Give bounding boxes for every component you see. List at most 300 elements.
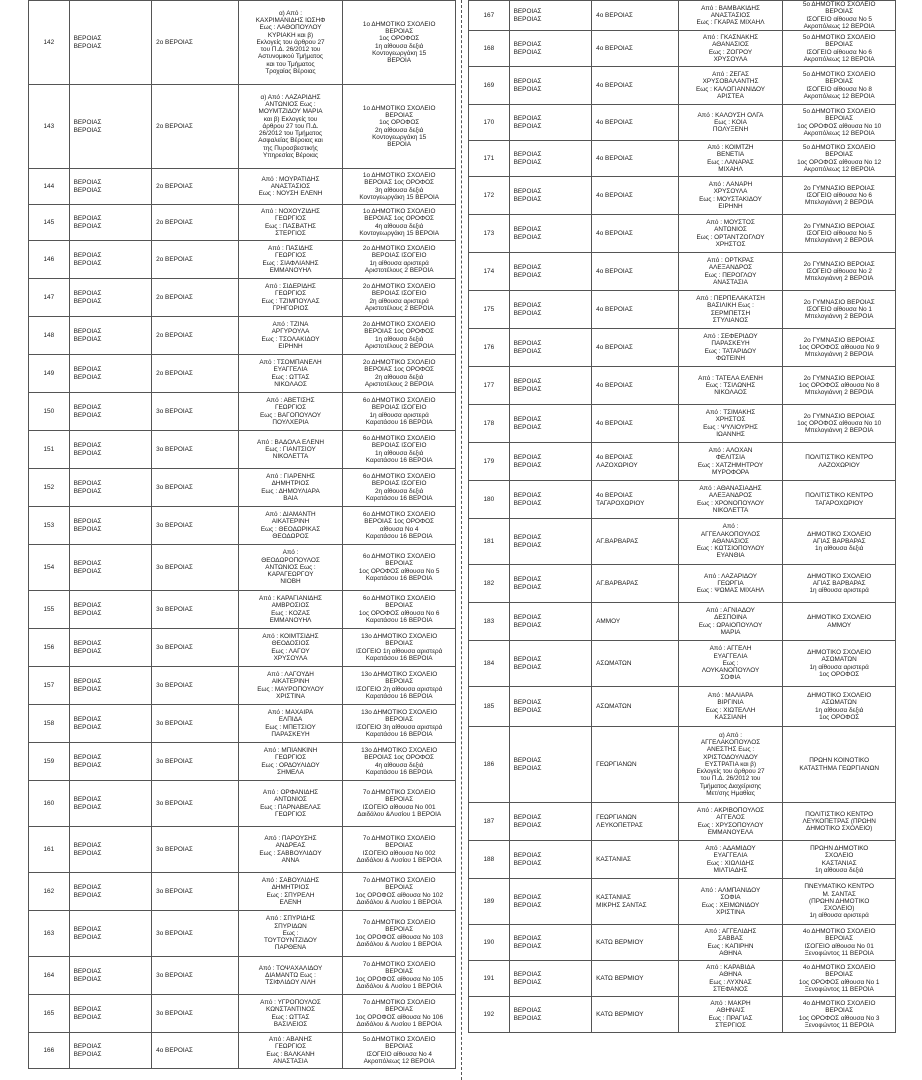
row-number: 175 xyxy=(469,291,510,329)
polling-station-cell: 5ο ΔΗΜΟΤΙΚΟ ΣΧΟΛΕΙΟ ΒΕΡΟΙΑΣ ΙΣΟΓΕΙΟ αίθουσα Νο 8 Ακροπόλεως 12 ΒΕΡΟΙΑ xyxy=(783,67,896,105)
district-cell: 3ο ΒΕΡΟΙΑΣ xyxy=(152,545,239,591)
voter-range-cell: Από : ΘΕΟΔΩΡΟΠΟΥΛΟΣ ΑΝΤΩΝΙΟΣ Εως : ΚΑΡΑΓΕΩΡΓΟΥ ΝΙΟΒΗ xyxy=(238,545,343,591)
voter-range-cell: Από : ΣΙΔΕΡΙΔΗΣ ΓΕΩΡΓΙΟΣ Εως : ΤΖΙΜΠΟΥΛΑΣ ΓΡΗΓΟΡΙΟΣ xyxy=(238,279,343,317)
voter-range-cell: Από : ΜΟΥΣΤΟΣ ΑΝΤΩΝΙΟΣ Εως : ΟΡΤΑΝΤΖΟΓΛΟΥ ΧΡΗΣΤΟΣ xyxy=(678,215,783,253)
district-cell: 4ο ΒΕΡΟΙΑΣ xyxy=(592,177,679,215)
municipality-cell: ΒΕΡΟΙΑΣ ΒΕΡΟΙΑΣ xyxy=(509,1,592,31)
row-number: 150 xyxy=(29,393,70,431)
polling-stations-table-right xyxy=(468,0,896,1033)
voter-range-cell: α) Από : ΛΑΖΑΡΙΔΗΣ ΑΝΤΩΝΙΟΣ Εως : ΜΟΥΜΤΖΙΔΟΥ ΜΑΡΙΑ και β) Εκλογείς του άρθρου 27 του Π.Δ. 26/2012 του Τμήματος Ασφαλείας Βέροιας και της Πυροσβεστικής Υπηρεσίας Βέροιας xyxy=(238,85,343,169)
voter-range-cell: Από : ΛΑΖΑΡΙΔΟΥ ΓΕΩΡΓΙΑ Εως : ΨΩΜΑΣ ΜΙΧΑΗΛ xyxy=(678,565,783,603)
district-cell: 3ο ΒΕΡΟΙΑΣ xyxy=(152,469,239,507)
row-number: 190 xyxy=(469,925,510,961)
municipality-cell: ΒΕΡΟΙΑΣ ΒΕΡΟΙΑΣ xyxy=(509,565,592,603)
row-number: 164 xyxy=(29,957,70,995)
table-row xyxy=(29,873,456,911)
municipality-cell: ΒΕΡΟΙΑΣ ΒΕΡΟΙΑΣ xyxy=(509,687,592,727)
polling-station-cell: ΔΗΜΟΤΙΚΟ ΣΧΟΛΕΙΟ ΑΓΙΑΣ ΒΑΡΒΑΡΑΣ 1η αίθουσα αριστερά xyxy=(783,565,896,603)
district-cell: 3ο ΒΕΡΟΙΑΣ xyxy=(152,827,239,873)
polling-station-cell: ΠΟΛΙΤΙΣΤΙΚΟ ΚΕΝΤΡΟ ΛΑΖΟΧΩΡΙΟΥ xyxy=(783,443,896,481)
municipality-cell: ΒΕΡΟΙΑΣ ΒΕΡΟΙΑΣ xyxy=(509,31,592,67)
district-cell: 2ο ΒΕΡΟΙΑΣ xyxy=(152,317,239,355)
district-cell: 2ο ΒΕΡΟΙΑΣ xyxy=(152,355,239,393)
municipality-cell: ΒΕΡΟΙΑΣ ΒΕΡΟΙΑΣ xyxy=(509,841,592,879)
municipality-cell: ΒΕΡΟΙΑΣ ΒΕΡΟΙΑΣ xyxy=(69,169,152,205)
row-number: 172 xyxy=(469,177,510,215)
district-cell: ΓΕΩΡΓΙΑΝΩΝ ΛΕΥΚΟΠΕΤΡΑΣ xyxy=(592,803,679,841)
row-number: 188 xyxy=(469,841,510,879)
row-number: 186 xyxy=(469,727,510,803)
voter-range-cell: Από : ΤΑΤΕΛΑ ΕΛΕΝΗ Εως : ΤΣΙΛΩΝΗΣ ΝΙΚΟΛΑΟΣ xyxy=(678,367,783,405)
table-row xyxy=(29,393,456,431)
right-table-panel xyxy=(468,0,896,1033)
polling-station-cell: ΠΡΩΗΝ ΔΗΜΟΤΙΚΟ ΣΧΟΛΕΙΟ ΚΑΣΤΑΝΙΑΣ 1η αίθουσα δεξιά xyxy=(783,841,896,879)
municipality-cell: ΒΕΡΟΙΑΣ ΒΕΡΟΙΑΣ xyxy=(509,367,592,405)
table-row xyxy=(469,215,896,253)
voter-range-cell: Από : ΖΕΓΑΣ ΧΡΥΣΟΒΑΛΑΝΤΗΣ Εως : ΚΑΛΟΓΙΑΝΝΙΔΟΥ ΑΡΙΣΤΕΑ xyxy=(678,67,783,105)
municipality-cell: ΒΕΡΟΙΑΣ ΒΕΡΟΙΑΣ xyxy=(69,507,152,545)
table-row xyxy=(469,925,896,961)
left-table-body xyxy=(29,1,456,1069)
row-number: 158 xyxy=(29,705,70,743)
voter-range-cell: Από : ΑΓΓΕΛΗ ΕΥΑΓΓΕΛΙΑ Εως : ΛΟΥΚΑΝΟΠΟΥΛΟΥ ΣΟΦΙΑ xyxy=(678,641,783,687)
polling-station-cell: 6ο ΔΗΜΟΤΙΚΟ ΣΧΟΛΕΙΟ ΒΕΡΟΙΑΣ 1ος ΟΡΟΦΟΣ αίθουσα Νο 5 Καρατάσου 16 ΒΕΡΟΙΑ xyxy=(343,545,456,591)
voter-range-cell: α) Από : ΑΓΓΕΛΑΚΟΠΟΥΛΟΣ ΑΝΕΣΤΗΣ Εως : ΧΡΙΣΤΟΔΟΥΛΙΔΟΥ ΕΥΣΤΡΑΤΙΑ και β) Εκλογείς του άρθρου 27 του Π.Δ. 26/2012 του Τμήματος Διαχείρισης Μετ/σης Ημαθίας xyxy=(678,727,783,803)
table-row xyxy=(29,1,456,85)
district-cell: 4ο ΒΕΡΟΙΑΣ ΤΑΓΑΡΟΧΩΡΙΟΥ xyxy=(592,481,679,519)
voter-range-cell: Από : ΣΑΒΟΥΛΙΔΗΣ ΔΗΜΗΤΡΙΟΣ Εως : ΣΠΥΡΕΛΗ ΕΛΕΝΗ xyxy=(238,873,343,911)
row-number: 154 xyxy=(29,545,70,591)
table-row xyxy=(29,1033,456,1069)
table-row xyxy=(29,205,456,241)
voter-range-cell: Από : ΒΑΔΟΛΑ ΕΛΕΝΗ Εως : ΓΙΑΝΤΣΙΟΥ ΝΙΚΟΛΕΤΤΑ xyxy=(238,431,343,469)
municipality-cell: ΒΕΡΟΙΑΣ ΒΕΡΟΙΑΣ xyxy=(69,629,152,667)
table-row xyxy=(469,481,896,519)
municipality-cell: ΒΕΡΟΙΑΣ ΒΕΡΟΙΑΣ xyxy=(69,667,152,705)
row-number: 174 xyxy=(469,253,510,291)
table-row xyxy=(469,997,896,1033)
district-cell: 3ο ΒΕΡΟΙΑΣ xyxy=(152,591,239,629)
voter-range-cell: Από : ΤΣΙΜΑΚΗΣ ΧΡΗΣΤΟΣ Εως : ΨΥΛΙΟΥΡΗΣ ΙΩΑΝΝΗΣ xyxy=(678,405,783,443)
municipality-cell: ΒΕΡΟΙΑΣ ΒΕΡΟΙΑΣ xyxy=(69,705,152,743)
polling-station-cell: 13ο ΔΗΜΟΤΙΚΟ ΣΧΟΛΕΙΟ ΒΕΡΟΙΑΣ ΙΣΟΓΕΙΟ 1η αίθουσα αριστερά Καρατάσου 16 ΒΕΡΟΙΑ xyxy=(343,629,456,667)
polling-station-cell: 6ο ΔΗΜΟΤΙΚΟ ΣΧΟΛΕΙΟ ΒΕΡΟΙΑΣ 1ος ΟΡΟΦΟΣ αίθουσα Νο 6 Καρατάσου 16 ΒΕΡΟΙΑ xyxy=(343,591,456,629)
polling-station-cell: 7ο ΔΗΜΟΤΙΚΟ ΣΧΟΛΕΙΟ ΒΕΡΟΙΑΣ ΙΣΟΓΕΙΟ αίθουσα Νο 002 Δαιδάλου & Λυσίου 1 ΒΕΡΟΙΑ xyxy=(343,827,456,873)
polling-station-cell: ΔΗΜΟΤΙΚΟ ΣΧΟΛΕΙΟ ΑΣΩΜΑΤΩΝ 1η αίθουσα αριστερά 1ος ΟΡΟΦΟΣ xyxy=(783,641,896,687)
polling-station-cell: 2ο ΓΥΜΝΑΣΙΟ ΒΕΡΟΙΑΣ 1ος ΟΡΟΦΟΣ αίθουσα Νο 10 Μπελογιάννη 2 ΒΕΡΟΙΑ xyxy=(783,405,896,443)
row-number: 189 xyxy=(469,879,510,925)
voter-range-cell: Από : ΑΓΓΕΛΑΚΟΠΟΥΛΟΣ ΑΘΑΝΑΣΙΟΣ Εως : ΚΩΤΣΙΟΠΟΥΛΟΥ ΕΥΑΝΘΙΑ xyxy=(678,519,783,565)
row-number: 180 xyxy=(469,481,510,519)
voter-range-cell: Από : ΚΑΡΑΓΙΑΝΙΔΗΣ ΑΜΒΡΟΣΙΟΣ Εως : ΚΟΖΑΣ ΕΜΜΑΝΟΥΗΛ xyxy=(238,591,343,629)
table-row xyxy=(29,279,456,317)
table-row xyxy=(469,367,896,405)
table-row xyxy=(29,169,456,205)
row-number: 179 xyxy=(469,443,510,481)
polling-station-cell: 1ο ΔΗΜΟΤΙΚΟ ΣΧΟΛΕΙΟ ΒΕΡΟΙΑΣ 1ος ΟΡΟΦΟΣ 2η αίθουσα δεξιά Κοντογεωργάκη 15 ΒΕΡΟΙΑ xyxy=(343,85,456,169)
polling-station-cell: 1ο ΔΗΜΟΤΙΚΟ ΣΧΟΛΕΙΟ ΒΕΡΟΙΑΣ 1ος ΟΡΟΦΟΣ 4η αίθουσα δεξιά Κοντογεωργάκη 15 ΒΕΡΟΙΑ xyxy=(343,205,456,241)
district-cell: 4ο ΒΕΡΟΙΑΣ xyxy=(592,31,679,67)
polling-station-cell: 13ο ΔΗΜΟΤΙΚΟ ΣΧΟΛΕΙΟ ΒΕΡΟΙΑΣ ΙΣΟΓΕΙΟ 3η αίθουσα αριστερά Καρατάσου 16 ΒΕΡΟΙΑ xyxy=(343,705,456,743)
municipality-cell: ΒΕΡΟΙΑΣ ΒΕΡΟΙΑΣ xyxy=(509,481,592,519)
district-cell: 4ο ΒΕΡΟΙΑΣ xyxy=(592,291,679,329)
district-cell: 2ο ΒΕΡΟΙΑΣ xyxy=(152,241,239,279)
row-number: 153 xyxy=(29,507,70,545)
row-number: 176 xyxy=(469,329,510,367)
row-number: 182 xyxy=(469,565,510,603)
table-row xyxy=(29,705,456,743)
row-number: 185 xyxy=(469,687,510,727)
row-number: 147 xyxy=(29,279,70,317)
district-cell: 3ο ΒΕΡΟΙΑΣ xyxy=(152,911,239,957)
voter-range-cell: Από : ΝΟΧΟΥΖΙΔΗΣ ΓΕΩΡΓΙΟΣ Εως : ΠΑΣΒΑΤΗΣ ΣΤΕΡΓΙΟΣ xyxy=(238,205,343,241)
district-cell: 3ο ΒΕΡΟΙΑΣ xyxy=(152,629,239,667)
polling-station-cell: 2ο ΓΥΜΝΑΣΙΟ ΒΕΡΟΙΑΣ 1ος ΟΡΟΦΟΣ αίθουσα Νο 8 Μπελογιάννη 2 ΒΕΡΟΙΑ xyxy=(783,367,896,405)
right-table-body xyxy=(469,1,896,1033)
polling-station-cell: 5ο ΔΗΜΟΤΙΚΟ ΣΧΟΛΕΙΟ ΒΕΡΟΙΑΣ 1ος ΟΡΟΦΟΣ αίθουσα Νο 10 Ακροπόλεως 12 ΒΕΡΟΙΑ xyxy=(783,105,896,141)
district-cell: ΚΑΤΩ ΒΕΡΜΙΟΥ xyxy=(592,961,679,997)
municipality-cell: ΒΕΡΟΙΑΣ ΒΕΡΟΙΑΣ xyxy=(509,67,592,105)
voter-range-cell: Από : ΟΡΦΑΝΙΔΗΣ ΑΝΤΩΝΙΟΣ Εως : ΠΑΡΝΑΒΕΛΑΣ ΓΕΩΡΓΙΟΣ xyxy=(238,781,343,827)
polling-station-cell: 4ο ΔΗΜΟΤΙΚΟ ΣΧΟΛΕΙΟ ΒΕΡΟΙΑΣ 1ος ΟΡΟΦΟΣ αίθουσα Νο 3 Ξενοφώντος 11 ΒΕΡΟΙΑ xyxy=(783,997,896,1033)
voter-range-cell: Από : ΚΑΛΟΥΣΗ ΟΛΓΑ Εως : ΚΟΙΑ ΠΟΛΥΞΕΝΗ xyxy=(678,105,783,141)
row-number: 143 xyxy=(29,85,70,169)
district-cell: 4ο ΒΕΡΟΙΑΣ xyxy=(592,253,679,291)
table-row xyxy=(469,603,896,641)
row-number: 144 xyxy=(29,169,70,205)
municipality-cell: ΒΕΡΟΙΑΣ ΒΕΡΟΙΑΣ xyxy=(509,961,592,997)
row-number: 168 xyxy=(469,31,510,67)
table-row xyxy=(29,911,456,957)
row-number: 152 xyxy=(29,469,70,507)
voter-range-cell: Από : ΜΠΙΑΝΚΙΝΗ ΓΕΩΡΓΙΟΣ Εως : ΟΡΔΟΥΛΙΔΟΥ ΣΗΜΕΛΑ xyxy=(238,743,343,781)
table-row xyxy=(469,31,896,67)
polling-station-cell: ΠΡΩΗΝ ΚΟΙΝΟΤΙΚΟ ΚΑΤΑΣΤΗΜΑ ΓΕΩΡΓΙΑΝΩΝ xyxy=(783,727,896,803)
polling-station-cell: 4ο ΔΗΜΟΤΙΚΟ ΣΧΟΛΕΙΟ ΒΕΡΟΙΑΣ 1ος ΟΡΟΦΟΣ αίθουσα Νο 1 Ξενοφώντος 11 ΒΕΡΟΙΑ xyxy=(783,961,896,997)
district-cell: ΚΑΤΩ ΒΕΡΜΙΟΥ xyxy=(592,997,679,1033)
table-row xyxy=(29,827,456,873)
voter-range-cell: Από : ΛΑΝΑΡΗ ΧΡΥΣΟΥΛΑ Εως : ΜΟΥΣΤΑΚΙΔΟΥ ΕΙΡΗΝΗ xyxy=(678,177,783,215)
district-cell: 2ο ΒΕΡΟΙΑΣ xyxy=(152,279,239,317)
municipality-cell: ΒΕΡΟΙΑΣ ΒΕΡΟΙΑΣ xyxy=(69,995,152,1033)
table-row xyxy=(469,141,896,177)
polling-station-cell: ΠΟΛΙΤΙΣΤΙΚΟ ΚΕΝΤΡΟ ΛΕΥΚΟΠΕΤΡΑΣ (ΠΡΩΗΝ ΔΗΜΟΤΙΚΟ ΣΧΟΛΕΙΟ) xyxy=(783,803,896,841)
table-row xyxy=(469,641,896,687)
voter-range-cell: Από : ΜΑΧΑΙΡΑ ΕΛΠΙΔΑ Εως : ΜΠΕΤΣΙΟΥ ΠΑΡΑΣΚΕΥΗ xyxy=(238,705,343,743)
table-row xyxy=(29,317,456,355)
row-number: 156 xyxy=(29,629,70,667)
district-cell: ΚΑΤΩ ΒΕΡΜΙΟΥ xyxy=(592,925,679,961)
table-row xyxy=(469,565,896,603)
row-number: 142 xyxy=(29,1,70,85)
municipality-cell: ΒΕΡΟΙΑΣ ΒΕΡΟΙΑΣ xyxy=(509,329,592,367)
table-row xyxy=(29,469,456,507)
row-number: 169 xyxy=(469,67,510,105)
polling-station-cell: 1ο ΔΗΜΟΤΙΚΟ ΣΧΟΛΕΙΟ ΒΕΡΟΙΑΣ 1ος ΟΡΟΦΟΣ 3η αίθουσα δεξιά Κοντογεωργάκη 15 ΒΕΡΟΙΑ xyxy=(343,169,456,205)
municipality-cell: ΒΕΡΟΙΑΣ ΒΕΡΟΙΑΣ xyxy=(509,443,592,481)
row-number: 161 xyxy=(29,827,70,873)
polling-stations-table-left xyxy=(28,0,456,1069)
polling-station-cell: 7ο ΔΗΜΟΤΙΚΟ ΣΧΟΛΕΙΟ ΒΕΡΟΙΑΣ 1ος ΟΡΟΦΟΣ αίθουσα Νο 102 Δαιδάλου & Λυσίου 1 ΒΕΡΟΙΑ xyxy=(343,873,456,911)
voter-range-cell: Από : ΑΒΑΝΗΣ ΓΕΩΡΓΙΟΣ Εως : ΒΑΛΚΑΝΗ ΑΝΑΣΤΑΣΙΑ xyxy=(238,1033,343,1069)
polling-station-cell: 6ο ΔΗΜΟΤΙΚΟ ΣΧΟΛΕΙΟ ΒΕΡΟΙΑΣ ΙΣΟΓΕΙΟ 1η αίθουσα αριστερά Καρατάσου 16 ΒΕΡΟΙΑ xyxy=(343,393,456,431)
voter-range-cell: Από : ΠΕΡΠΕΛΑΚΑΤΣΗ ΒΑΣΙΛΙΚΗ Εως : ΣΕΡΜΠΕΤΣΗ ΣΤΥΛΙΑΝΟΣ xyxy=(678,291,783,329)
row-number: 155 xyxy=(29,591,70,629)
municipality-cell: ΒΕΡΟΙΑΣ ΒΕΡΟΙΑΣ xyxy=(509,141,592,177)
voter-range-cell: Από : ΓΙΑΡΕΝΗΣ ΔΗΜΗΤΡΙΟΣ Εως : ΔΗΜΟΥΛΙΑΡΑ ΒΑΙΑ xyxy=(238,469,343,507)
voter-range-cell: Από : ΤΣΟΜΠΑΝΕΛΗ ΕΥΑΓΓΕΛΙΑ Εως : ΩΤΤΑΣ ΝΙΚΟΛΑΟΣ xyxy=(238,355,343,393)
voter-range-cell: Από : ΣΠΥΡΙΔΗΣ ΣΠΥΡΙΔΩΝ Εως : ΤΟΥΤΟΥΝΤΖΙΔΟΥ ΠΑΡΘΕΝΑ xyxy=(238,911,343,957)
polling-station-cell: 13ο ΔΗΜΟΤΙΚΟ ΣΧΟΛΕΙΟ ΒΕΡΟΙΑΣ 1ος ΟΡΟΦΟΣ 4η αίθουσα δεξιά Καρατάσου 16 ΒΕΡΟΙΑ xyxy=(343,743,456,781)
polling-station-cell: ΔΗΜΟΤΙΚΟ ΣΧΟΛΕΙΟ ΑΜΜΟΥ xyxy=(783,603,896,641)
district-cell: ΑΜΜΟΥ xyxy=(592,603,679,641)
row-number: 146 xyxy=(29,241,70,279)
municipality-cell: ΒΕΡΟΙΑΣ ΒΕΡΟΙΑΣ xyxy=(509,727,592,803)
district-cell: 4ο ΒΕΡΟΙΑΣ xyxy=(592,215,679,253)
municipality-cell: ΒΕΡΟΙΑΣ ΒΕΡΟΙΑΣ xyxy=(69,591,152,629)
polling-station-cell: ΔΗΜΟΤΙΚΟ ΣΧΟΛΕΙΟ ΑΣΩΜΑΤΩΝ 1η αίθουσα δεξιά 1ος ΟΡΟΦΟΣ xyxy=(783,687,896,727)
municipality-cell: ΒΕΡΟΙΑΣ ΒΕΡΟΙΑΣ xyxy=(69,355,152,393)
voter-range-cell: Από : ΚΟΙΜΤΣΙΔΗΣ ΘΕΟΔΟΣΙΟΣ Εως : ΛΑΓΟΥ ΧΡΥΣΟΥΛΑ xyxy=(238,629,343,667)
row-number: 148 xyxy=(29,317,70,355)
row-number: 149 xyxy=(29,355,70,393)
voter-range-cell: Από : ΠΑΡΟΥΣΗΣ ΑΝΔΡΕΑΣ Εως : ΣΑΒΒΟΥΛΙΔΟΥ ΑΝΝΑ xyxy=(238,827,343,873)
polling-station-cell: 2ο ΓΥΜΝΑΣΙΟ ΒΕΡΟΙΑΣ ΙΣΟΓΕΙΟ αίθουσα Νο 2 Μπελογιάννη 2 ΒΕΡΟΙΑ xyxy=(783,253,896,291)
table-row xyxy=(29,545,456,591)
row-number: 177 xyxy=(469,367,510,405)
municipality-cell: ΒΕΡΟΙΑΣ ΒΕΡΟΙΑΣ xyxy=(69,279,152,317)
municipality-cell: ΒΕΡΟΙΑΣ ΒΕΡΟΙΑΣ xyxy=(69,1,152,85)
table-row xyxy=(29,743,456,781)
district-cell: 4ο ΒΕΡΟΙΑΣ ΛΑΖΟΧΩΡΙΟΥ xyxy=(592,443,679,481)
polling-station-cell: 7ο ΔΗΜΟΤΙΚΟ ΣΧΟΛΕΙΟ ΒΕΡΟΙΑΣ 1ος ΟΡΟΦΟΣ αίθουσα Νο 106 Δαιδάλου & Λυσίου 1 ΒΕΡΟΙΑ xyxy=(343,995,456,1033)
polling-station-cell: 5ο ΔΗΜΟΤΙΚΟ ΣΧΟΛΕΙΟ ΒΕΡΟΙΑΣ 1ος ΟΡΟΦΟΣ αίθουσα Νο 12 Ακροπόλεως 12 ΒΕΡΟΙΑ xyxy=(783,141,896,177)
municipality-cell: ΒΕΡΟΙΑΣ ΒΕΡΟΙΑΣ xyxy=(509,641,592,687)
municipality-cell: ΒΕΡΟΙΑΣ ΒΕΡΟΙΑΣ xyxy=(509,291,592,329)
row-number: 159 xyxy=(29,743,70,781)
table-row xyxy=(469,105,896,141)
row-number: 162 xyxy=(29,873,70,911)
table-row xyxy=(469,291,896,329)
voter-range-cell: Από : ΓΚΑΣΝΑΚΗΣ ΑΘΑΝΑΣΙΟΣ Εως : ΖΟΓΡΟΥ ΧΡΥΣΟΥΛΑ xyxy=(678,31,783,67)
municipality-cell: ΒΕΡΟΙΑΣ ΒΕΡΟΙΑΣ xyxy=(509,177,592,215)
polling-station-cell: 4ο ΔΗΜΟΤΙΚΟ ΣΧΟΛΕΙΟ ΒΕΡΟΙΑΣ ΙΣΟΓΕΙΟ αίθουσα Νο 01 Ξενοφώντος 11 ΒΕΡΟΙΑ xyxy=(783,925,896,961)
table-row xyxy=(469,443,896,481)
left-table-panel xyxy=(28,0,456,1069)
polling-station-cell: 6ο ΔΗΜΟΤΙΚΟ ΣΧΟΛΕΙΟ ΒΕΡΟΙΑΣ ΙΣΟΓΕΙΟ 1η αίθουσα δεξιά Καρατάσου 16 ΒΕΡΟΙΑ xyxy=(343,431,456,469)
district-cell: 4ο ΒΕΡΟΙΑΣ xyxy=(592,141,679,177)
voter-range-cell: Από : ΟΡΤΚΡΑΣ ΑΛΕΞΑΝΔΡΟΣ Εως : ΠΕΡΟΓΛΟΥ ΑΝΑΣΤΑΣΙΑ xyxy=(678,253,783,291)
voter-range-cell: Από : ΑΛΟΧΑΝ ΦΕΛΙΤΣΙΑ Εως : ΧΑΤΖΗΜΗΤΡΟΥ ΜΥΡΟΦΟΡΑ xyxy=(678,443,783,481)
polling-station-cell: 2ο ΓΥΜΝΑΣΙΟ ΒΕΡΟΙΑΣ ΙΣΟΓΕΙΟ αίθουσα Νο 6 Μπελογιάννη 2 ΒΕΡΟΙΑ xyxy=(783,177,896,215)
district-cell: 2ο ΒΕΡΟΙΑΣ xyxy=(152,169,239,205)
table-row xyxy=(29,591,456,629)
table-row xyxy=(469,253,896,291)
table-row xyxy=(29,995,456,1033)
district-cell: 4ο ΒΕΡΟΙΑΣ xyxy=(592,1,679,31)
voter-range-cell: Από : ΜΑΛΙΑΡΑ ΒΙΡΓΙΝΙΑ Εως : ΧΙΩΤΕΛΛΗ ΚΑΣΣΙΑΝΗ xyxy=(678,687,783,727)
district-cell: 2ο ΒΕΡΟΙΑΣ xyxy=(152,1,239,85)
district-cell: 3ο ΒΕΡΟΙΑΣ xyxy=(152,873,239,911)
table-row xyxy=(469,405,896,443)
municipality-cell: ΒΕΡΟΙΑΣ ΒΕΡΟΙΑΣ xyxy=(509,879,592,925)
voter-range-cell: Από : ΑΔΑΜΙΔΟΥ ΕΥΑΓΓΕΛΙΑ Εως : ΧΙΩΛΙΔΗΣ ΜΙΛΤΙΑΔΗΣ xyxy=(678,841,783,879)
municipality-cell: ΒΕΡΟΙΑΣ ΒΕΡΟΙΑΣ xyxy=(69,241,152,279)
municipality-cell: ΒΕΡΟΙΑΣ ΒΕΡΟΙΑΣ xyxy=(69,85,152,169)
municipality-cell: ΒΕΡΟΙΑΣ ΒΕΡΟΙΑΣ xyxy=(509,603,592,641)
district-cell: 3ο ΒΕΡΟΙΑΣ xyxy=(152,393,239,431)
row-number: 192 xyxy=(469,997,510,1033)
district-cell: 4ο ΒΕΡΟΙΑΣ xyxy=(592,405,679,443)
district-cell: ΑΣΩΜΑΤΩΝ xyxy=(592,641,679,687)
municipality-cell: ΒΕΡΟΙΑΣ ΒΕΡΟΙΑΣ xyxy=(69,205,152,241)
polling-station-cell: ΠΝΕΥΜΑΤΙΚΟ ΚΕΝΤΡΟ Μ. ΣΑΝΤΑΣ (ΠΡΩΗΝ ΔΗΜΟΤΙΚΟ ΣΧΟΛΕΙΟ) 1η αίθουσα αριστερά xyxy=(783,879,896,925)
voter-range-cell: Από : ΚΑΡΑΒΙΔΑ ΑΘΗΝΑ Εως : ΛΥΧΝΑΣ ΣΤΕΦΑΝΟΣ xyxy=(678,961,783,997)
municipality-cell: ΒΕΡΟΙΑΣ ΒΕΡΟΙΑΣ xyxy=(509,215,592,253)
district-cell: ΓΕΩΡΓΙΑΝΩΝ xyxy=(592,727,679,803)
district-cell: ΑΣΩΜΑΤΩΝ xyxy=(592,687,679,727)
voter-range-cell: Από : ΛΑΓΟΥΔΗ ΑΙΚΑΤΕΡΙΝΗ Εως : ΜΑΥΡΟΠΟΥΛΟΥ ΧΡΙΣΤΙΝΑ xyxy=(238,667,343,705)
voter-range-cell: Από : ΔΙΑΜΑΝΤΗ ΑΙΚΑΤΕΡΙΝΗ Εως : ΘΕΟΔΩΡΙΚΑΣ ΘΕΟΔΩΡΟΣ xyxy=(238,507,343,545)
district-cell: 3ο ΒΕΡΟΙΑΣ xyxy=(152,781,239,827)
polling-station-cell: 2ο ΔΗΜΟΤΙΚΟ ΣΧΟΛΕΙΟ ΒΕΡΟΙΑΣ 1ος ΟΡΟΦΟΣ 2η αίθουσα δεξιά Αριστοτέλους 2 ΒΕΡΟΙΑ xyxy=(343,355,456,393)
district-cell: 2ο ΒΕΡΟΙΑΣ xyxy=(152,205,239,241)
voter-range-cell: Από : ΜΟΥΡΑΤΙΔΗΣ ΑΝΑΣΤΑΣΙΟΣ Εως : ΝΟΥΣΗ ΕΛΕΝΗ xyxy=(238,169,343,205)
municipality-cell: ΒΕΡΟΙΑΣ ΒΕΡΟΙΑΣ xyxy=(69,781,152,827)
municipality-cell: ΒΕΡΟΙΑΣ ΒΕΡΟΙΑΣ xyxy=(509,253,592,291)
polling-station-cell: 7ο ΔΗΜΟΤΙΚΟ ΣΧΟΛΕΙΟ ΒΕΡΟΙΑΣ 1ος ΟΡΟΦΟΣ αίθουσα Νο 103 Δαιδάλου & Λυσίου 1 ΒΕΡΟΙΑ xyxy=(343,911,456,957)
row-number: 171 xyxy=(469,141,510,177)
polling-station-cell: 5ο ΔΗΜΟΤΙΚΟ ΣΧΟΛΕΙΟ ΒΕΡΟΙΑΣ ΙΣΟΓΕΙΟ αίθουσα Νο 5 Ακροπόλεως 12 ΒΕΡΟΙΑ xyxy=(783,1,896,31)
table-row xyxy=(29,957,456,995)
table-row xyxy=(29,431,456,469)
district-cell: 3ο ΒΕΡΟΙΑΣ xyxy=(152,431,239,469)
polling-station-cell: 2ο ΔΗΜΟΤΙΚΟ ΣΧΟΛΕΙΟ ΒΕΡΟΙΑΣ ΙΣΟΓΕΙΟ 2η αίθουσα αριστερά Αριστοτέλους 2 ΒΕΡΟΙΑ xyxy=(343,279,456,317)
municipality-cell: ΒΕΡΟΙΑΣ ΒΕΡΟΙΑΣ xyxy=(509,925,592,961)
row-number: 178 xyxy=(469,405,510,443)
voter-range-cell: Από : ΑΘΑΝΑΣΙΑΔΗΣ ΑΛΕΞΑΝΔΡΟΣ Εως : ΧΡΟΝΟΠΟΥΛΟΥ ΝΙΚΟΛΕΤΤΑ xyxy=(678,481,783,519)
row-number: 165 xyxy=(29,995,70,1033)
district-cell: ΚΑΣΤΑΝΙΑΣ ΜΙΚΡΗΣ ΣΑΝΤΑΣ xyxy=(592,879,679,925)
district-cell: 3ο ΒΕΡΟΙΑΣ xyxy=(152,743,239,781)
polling-station-cell: ΔΗΜΟΤΙΚΟ ΣΧΟΛΕΙΟ ΑΓΙΑΣ ΒΑΡΒΑΡΑΣ 1η αίθουσα δεξιά xyxy=(783,519,896,565)
municipality-cell: ΒΕΡΟΙΑΣ ΒΕΡΟΙΑΣ xyxy=(69,911,152,957)
district-cell: 3ο ΒΕΡΟΙΑΣ xyxy=(152,957,239,995)
voter-range-cell: Από : ΚΟΙΜΤΖΗ ΒΕΝΕΤΙΑ Εως : ΛΑΝΑΡΑΣ ΜΙΧΑΗΛ xyxy=(678,141,783,177)
municipality-cell: ΒΕΡΟΙΑΣ ΒΕΡΟΙΑΣ xyxy=(509,405,592,443)
polling-station-cell: 5ο ΔΗΜΟΤΙΚΟ ΣΧΟΛΕΙΟ ΒΕΡΟΙΑΣ ΙΣΟΓΕΙΟ αίθουσα Νο 4 Ακροπόλεως 12 ΒΕΡΟΙΑ xyxy=(343,1033,456,1069)
polling-station-cell: 2ο ΔΗΜΟΤΙΚΟ ΣΧΟΛΕΙΟ ΒΕΡΟΙΑΣ 1ος ΟΡΟΦΟΣ 1η αίθουσα δεξιά Αριστοτέλους 2 ΒΕΡΟΙΑ xyxy=(343,317,456,355)
voter-range-cell: Από : ΒΑΜΒΑΚΙΔΗΣ ΑΝΑΣΤΑΣΙΟΣ Εως : ΓΚΑΡΑΣ ΜΙΧΑΗΛ xyxy=(678,1,783,31)
table-row xyxy=(469,329,896,367)
municipality-cell: ΒΕΡΟΙΑΣ ΒΕΡΟΙΑΣ xyxy=(69,1033,152,1069)
table-row xyxy=(469,841,896,879)
polling-station-cell: 2ο ΔΗΜΟΤΙΚΟ ΣΧΟΛΕΙΟ ΒΕΡΟΙΑΣ ΙΣΟΓΕΙΟ 1η αίθουσα αριστερά Αριστοτέλους 2 ΒΕΡΟΙΑ xyxy=(343,241,456,279)
row-number: 167 xyxy=(469,1,510,31)
row-number: 184 xyxy=(469,641,510,687)
municipality-cell: ΒΕΡΟΙΑΣ ΒΕΡΟΙΑΣ xyxy=(69,827,152,873)
municipality-cell: ΒΕΡΟΙΑΣ ΒΕΡΟΙΑΣ xyxy=(509,519,592,565)
table-row xyxy=(469,519,896,565)
voter-range-cell: Από : ΑΛΜΠΑΝΙΔΟΥ ΣΟΦΙΑ Εως : ΧΕΙΜΩΝΙΔΟΥ ΧΡΙΣΤΙΝΑ xyxy=(678,879,783,925)
district-cell: 4ο ΒΕΡΟΙΑΣ xyxy=(592,367,679,405)
table-row xyxy=(29,507,456,545)
table-row xyxy=(469,803,896,841)
district-cell: ΚΑΣΤΑΝΙΑΣ xyxy=(592,841,679,879)
municipality-cell: ΒΕΡΟΙΑΣ ΒΕΡΟΙΑΣ xyxy=(509,803,592,841)
row-number: 181 xyxy=(469,519,510,565)
municipality-cell: ΒΕΡΟΙΑΣ ΒΕΡΟΙΑΣ xyxy=(69,469,152,507)
voter-range-cell: Από : ΑΒΕΤΙΣΗΣ ΓΕΩΡΓΙΟΣ Εως : ΒΑΓΟΠΟΥΛΟΥ ΠΟΥΛΧΕΡΙΑ xyxy=(238,393,343,431)
table-row xyxy=(29,355,456,393)
district-cell: ΑΓ.ΒΑΡΒΑΡΑΣ xyxy=(592,519,679,565)
voter-range-cell: α) Από : ΚΑΧΡΙΜΑΝΙΔΗΣ ΙΩΣΗΦ Εως : ΛΑΘΟΠΟΥΛΟΥ ΚΥΡΙΑΚΗ και β) Εκλογείς του άρθρου 27 του Π.Δ. 26/2012 του Αστυνομικού Τμήματος και του Τμήματος Τροχαίας Βέροιας xyxy=(238,1,343,85)
municipality-cell: ΒΕΡΟΙΑΣ ΒΕΡΟΙΑΣ xyxy=(69,545,152,591)
district-cell: ΑΓ.ΒΑΡΒΑΡΑΣ xyxy=(592,565,679,603)
polling-station-cell: ΠΟΛΙΤΙΣΤΙΚΟ ΚΕΝΤΡΟ ΤΑΓΑΡΟΧΩΡΙΟΥ xyxy=(783,481,896,519)
polling-station-cell: 7ο ΔΗΜΟΤΙΚΟ ΣΧΟΛΕΙΟ ΒΕΡΟΙΑΣ 1ος ΟΡΟΦΟΣ αίθουσα Νο 105 Δαιδάλου & Λυσίου 1 ΒΕΡΟΙΑ xyxy=(343,957,456,995)
district-cell: 3ο ΒΕΡΟΙΑΣ xyxy=(152,507,239,545)
row-number: 157 xyxy=(29,667,70,705)
row-number: 170 xyxy=(469,105,510,141)
row-number: 191 xyxy=(469,961,510,997)
polling-station-cell: 6ο ΔΗΜΟΤΙΚΟ ΣΧΟΛΕΙΟ ΒΕΡΟΙΑΣ 1ος ΟΡΟΦΟΣ αίθουσα Νο 4 Καρατάσου 16 ΒΕΡΟΙΑ xyxy=(343,507,456,545)
table-row xyxy=(469,879,896,925)
district-cell: 4ο ΒΕΡΟΙΑΣ xyxy=(592,105,679,141)
polling-station-cell: 1ο ΔΗΜΟΤΙΚΟ ΣΧΟΛΕΙΟ ΒΕΡΟΙΑΣ 1ος ΟΡΟΦΟΣ 1η αίθουσα δεξιά Κοντογεωργάκη 15 ΒΕΡΟΙΑ xyxy=(343,1,456,85)
polling-station-cell: 13ο ΔΗΜΟΤΙΚΟ ΣΧΟΛΕΙΟ ΒΕΡΟΙΑΣ ΙΣΟΓΕΙΟ 2η αίθουσα αριστερά Καρατάσου 16 ΒΕΡΟΙΑ xyxy=(343,667,456,705)
polling-station-cell: 2ο ΓΥΜΝΑΣΙΟ ΒΕΡΟΙΑΣ 1ος ΟΡΟΦΟΣ αίθουσα Νο 9 Μπελογιάννη 2 ΒΕΡΟΙΑ xyxy=(783,329,896,367)
table-row xyxy=(469,177,896,215)
table-row xyxy=(469,687,896,727)
district-cell: 4ο ΒΕΡΟΙΑΣ xyxy=(592,67,679,105)
municipality-cell: ΒΕΡΟΙΑΣ ΒΕΡΟΙΑΣ xyxy=(69,873,152,911)
voter-range-cell: Από : ΤΖΙΝΑ ΑΡΓΥΡΟΥΛΑ Εως : ΤΣΟΛΑΚΙΔΟΥ ΕΙΡΗΝΗ xyxy=(238,317,343,355)
district-cell: 3ο ΒΕΡΟΙΑΣ xyxy=(152,995,239,1033)
table-row xyxy=(469,1,896,31)
voter-range-cell: Από : ΑΚΡΙΒΟΠΟΥΛΟΣ ΑΓΓΕΛΟΣ Εως : ΧΡΥΣΟΠΟΥΛΟΥ ΕΜΜΑΝΟΥΕΛΑ xyxy=(678,803,783,841)
table-row xyxy=(29,667,456,705)
table-row xyxy=(29,85,456,169)
table-row xyxy=(29,241,456,279)
table-row xyxy=(29,781,456,827)
row-number: 166 xyxy=(29,1033,70,1069)
municipality-cell: ΒΕΡΟΙΑΣ ΒΕΡΟΙΑΣ xyxy=(69,317,152,355)
polling-station-cell: 6ο ΔΗΜΟΤΙΚΟ ΣΧΟΛΕΙΟ ΒΕΡΟΙΑΣ ΙΣΟΓΕΙΟ 2η αίθουσα δεξιά Καρατάσου 16 ΒΕΡΟΙΑ xyxy=(343,469,456,507)
row-number: 145 xyxy=(29,205,70,241)
municipality-cell: ΒΕΡΟΙΑΣ ΒΕΡΟΙΑΣ xyxy=(509,997,592,1033)
voter-range-cell: Από : ΑΓΝΙΑΔΟΥ ΔΕΣΠΟΙΝΑ Εως : ΩΡΑΙΟΠΟΥΛΟΥ ΜΑΡΙΑ xyxy=(678,603,783,641)
voter-range-cell: Από : ΠΑΣΙΔΗΣ ΓΕΩΡΓΙΟΣ Εως : ΣΙΑΦΛΙΑΝΗΣ ΕΜΜΑΝΟΥΗΛ xyxy=(238,241,343,279)
row-number: 163 xyxy=(29,911,70,957)
row-number: 173 xyxy=(469,215,510,253)
municipality-cell: ΒΕΡΟΙΑΣ ΒΕΡΟΙΑΣ xyxy=(69,743,152,781)
table-row xyxy=(469,727,896,803)
district-cell: 4ο ΒΕΡΟΙΑΣ xyxy=(152,1033,239,1069)
row-number: 187 xyxy=(469,803,510,841)
row-number: 160 xyxy=(29,781,70,827)
voter-range-cell: Από : ΤΟΨΑΧΑΛΙΔΟΥ ΔΙΑΜΑΝΤΩ Εως : ΤΣΙΦΛΙΔΟΥ ΛΙΛΗ xyxy=(238,957,343,995)
municipality-cell: ΒΕΡΟΙΑΣ ΒΕΡΟΙΑΣ xyxy=(69,957,152,995)
voter-range-cell: Από : ΥΓΡΟΠΟΥΛΟΣ ΚΩΝΣΤΑΝΤΙΝΟΣ Εως : ΩΤΤΑΣ ΒΑΣΙΛΕΙΟΣ xyxy=(238,995,343,1033)
district-cell: 2ο ΒΕΡΟΙΑΣ xyxy=(152,85,239,169)
district-cell: 4ο ΒΕΡΟΙΑΣ xyxy=(592,329,679,367)
row-number: 151 xyxy=(29,431,70,469)
polling-station-cell: 2ο ΓΥΜΝΑΣΙΟ ΒΕΡΟΙΑΣ ΙΣΟΓΕΙΟ αίθουσα Νο 5 Μπελογιάννη 2 ΒΕΡΟΙΑ xyxy=(783,215,896,253)
table-row xyxy=(29,629,456,667)
row-number: 183 xyxy=(469,603,510,641)
municipality-cell: ΒΕΡΟΙΑΣ ΒΕΡΟΙΑΣ xyxy=(69,431,152,469)
